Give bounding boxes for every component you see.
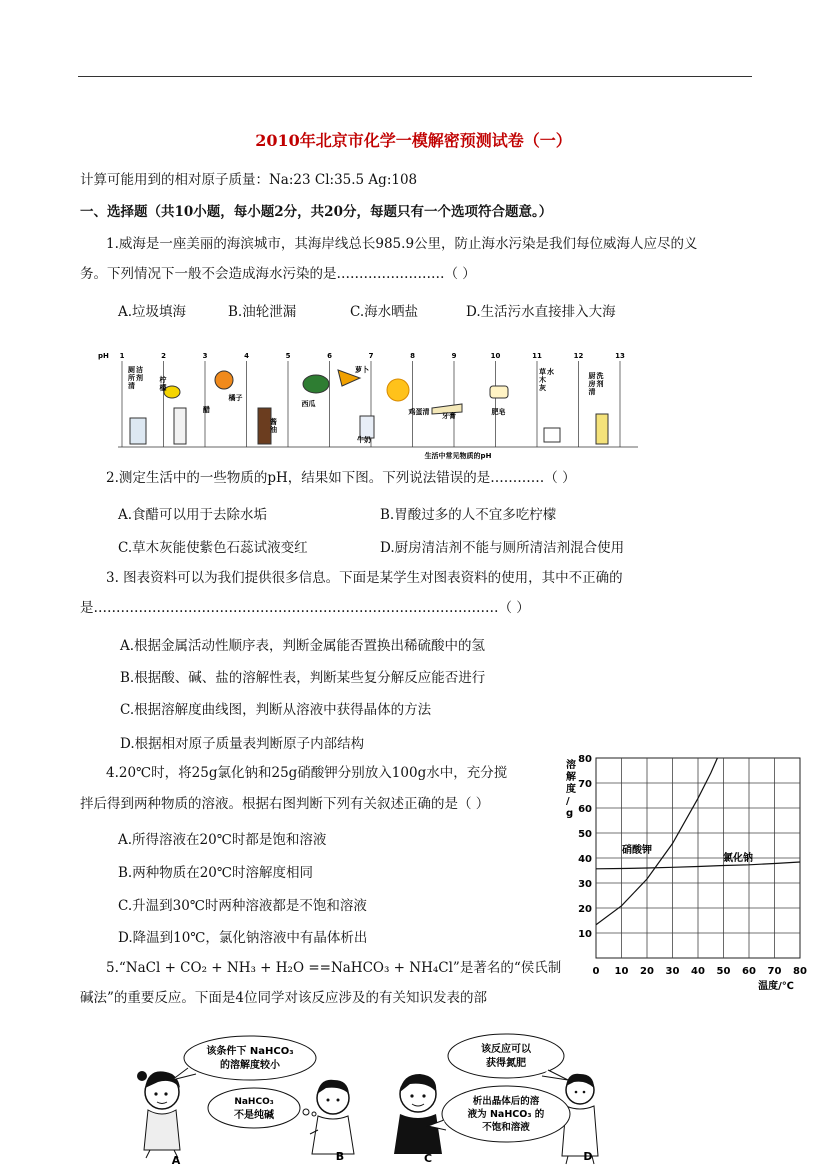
ph-item-label: 柠檬: [159, 376, 167, 392]
q2-stem: 2.测定生活中的一些物质的pH，结果如下图。下列说法错误的是…………（ ）: [106, 470, 576, 486]
q1-option-c: C.海水晒盐: [350, 304, 419, 320]
series-label-kno3: 硝酸钾: [622, 845, 652, 856]
x-tick-label: 60: [742, 966, 756, 977]
bubble-c-line2: 获得氮肥: [486, 1058, 526, 1069]
x-tick-label: 70: [767, 966, 782, 977]
y-tick-label: 60: [578, 804, 592, 815]
ph-items: [127, 365, 608, 444]
ph-item-label: 厨房清洗剂: [588, 372, 604, 396]
q3-line2: 是………………………………………………………………………………（ ）: [80, 600, 530, 616]
bubble-b-line2: 不是纯碱: [234, 1110, 274, 1121]
bubble-b-shape: [208, 1088, 300, 1128]
q4-option-d: D.降温到10℃，氯化钠溶液中有晶体析出: [118, 930, 368, 946]
ph-tick-label: 9: [451, 352, 457, 360]
ph-item-picture: [174, 408, 186, 444]
y-tick-label: 20: [578, 904, 592, 915]
x-tick-label: 0: [592, 966, 600, 977]
y-axis-label-text: 溶解度/ g: [566, 760, 576, 819]
x-tick-label: 40: [691, 966, 705, 977]
series-label-nacl: 氯化钠: [723, 853, 753, 864]
q3-option-d: D.根据相对原子质量表判断原子内部结构: [120, 736, 365, 752]
ph-item-picture: [360, 416, 374, 438]
x-tick-label: 10: [614, 966, 629, 977]
ph-item-label: 萝卜: [355, 366, 369, 374]
bubble-c-line1: 该反应可以: [481, 1044, 531, 1055]
student-a-figure: [137, 1071, 180, 1158]
ph-tick-label: 3: [202, 352, 208, 360]
x-tick-label: 20: [640, 966, 654, 977]
header-rule: [78, 76, 752, 77]
ph-item-picture: [596, 414, 608, 444]
ph-item-picture: [303, 375, 329, 393]
ph-item-label: 牛奶: [357, 436, 371, 444]
y-tick-label: 30: [578, 879, 592, 890]
q3-option-a: A.根据金属活动性顺序表，判断金属能否置换出稀硫酸中的氢: [120, 638, 486, 654]
ph-tick-label: 7: [368, 352, 374, 360]
label-a: A: [171, 1154, 181, 1167]
ph-item-label: 酱油: [270, 418, 277, 434]
q3-option-c: C.根据溶解度曲线图，判断从溶液中获得晶体的方法: [120, 702, 432, 718]
ph-tick-label: 6: [327, 352, 332, 360]
ph-axis-label: pH: [98, 352, 109, 360]
ph-item-label: 肥皂: [491, 408, 506, 416]
y-tick-label: 10: [578, 929, 592, 940]
ph-item-label: 西瓜: [301, 400, 316, 408]
ph-item-label: 牙膏: [442, 412, 456, 420]
bubble-a-line1: 该条件下 NaHCO₃: [206, 1046, 294, 1057]
q4-line1: 4.20℃时，将25g氯化钠和25g硝酸钾分别放入100g水中，充分搅: [106, 765, 508, 781]
ph-item-label: 草木灰水: [539, 368, 554, 392]
bubble-a-shape: [184, 1036, 316, 1080]
ph-item-label: 醋: [203, 406, 210, 414]
x-axis-label: 温度/℃: [758, 981, 794, 992]
label-d: D: [583, 1150, 593, 1163]
ph-tick-label: 13: [615, 352, 625, 360]
y-axis-label: [566, 758, 577, 819]
q4-line2: 拌后得到两种物质的溶液。根据右图判断下列有关叙述正确的是（ ）: [80, 796, 490, 812]
ph-item-picture: [544, 428, 560, 442]
ph-item-picture: [387, 379, 409, 401]
ph-tick-label: 5: [285, 352, 291, 360]
q4-option-b: B.两种物质在20℃时溶解度相同: [118, 865, 313, 881]
student-b-figure: [310, 1080, 354, 1154]
ph-item-label: 橘子: [228, 394, 243, 402]
label-b: B: [335, 1150, 345, 1163]
ph-item-picture: [215, 371, 233, 389]
page-title: 2010年北京市化学一模解密预测试卷（一）: [255, 131, 572, 150]
q4-option-c: C.升温到30℃时两种溶液都是不饱和溶液: [118, 898, 367, 914]
section-heading: 一、选择题（共10小题，每小题2分，共20分，每题只有一个选项符合题意。）: [80, 204, 553, 220]
atomic-mass-line: 计算可能用到的相对原子质量：Na:23 Cl:35.5 Ag:108: [80, 172, 418, 188]
y-tick-label: 50: [578, 829, 592, 840]
ph-item-picture: [490, 386, 508, 398]
ph-tick-label: 10: [490, 352, 501, 360]
ph-item-picture: [130, 418, 146, 444]
y-tick-label: 80: [578, 754, 592, 765]
bubble-b-line1: NaHCO₃: [234, 1097, 274, 1107]
ph-tick-label: 12: [573, 352, 584, 360]
x-tick-label: 50: [716, 966, 731, 977]
q2-option-a: A.食醋可以用于去除水垢: [118, 507, 268, 523]
ph-caption: 生活中常见物质的pH: [424, 452, 492, 460]
y-tick-label: 70: [578, 779, 592, 790]
q1-option-a: A.垃圾填海: [118, 304, 187, 320]
ph-tick-label: 2: [161, 352, 166, 360]
bubble-d-line3: 不饱和溶液: [482, 1122, 530, 1133]
x-tick-labels: [593, 966, 807, 977]
q2-option-c: C.草木灰能使紫色石蕊试液变红: [118, 540, 308, 556]
q1-line2: 务。下列情况下一般不会造成海水污染的是……………………（ ）: [80, 266, 476, 282]
y-tick-label: 40: [578, 854, 592, 865]
label-c: C: [423, 1152, 433, 1165]
q5-line2: 碱法”的重要反应。下面是4位同学对该反应涉及的有关知识发表的部: [80, 990, 487, 1006]
ph-figure: [98, 350, 643, 462]
bubble-a-line2: 的溶解度较小: [220, 1060, 280, 1071]
ph-tick-label: 4: [244, 352, 249, 360]
q3-line1: 3. 图表资料可以为我们提供很多信息。下面是某学生对图表资料的使用，其中不正确的: [106, 570, 623, 586]
ph-tick-label: 8: [410, 352, 415, 360]
student-c-figure: [394, 1074, 442, 1154]
student-cartoon: [128, 1030, 628, 1170]
q5-line1: 5.“NaCl + CO₂ + NH₃ + H₂O ==NaHCO₃ + NH₄Cl”是著名的“侯氏制: [106, 960, 562, 976]
bubble-d-line2: 液为 NaHCO₃ 的: [467, 1109, 545, 1120]
q1-option-d: D.生活污水直接排入大海: [466, 304, 616, 320]
q4-option-a: A.所得溶液在20℃时都是饱和溶液: [118, 832, 327, 848]
q3-option-b: B.根据酸、碱、盐的溶解性表，判断某些复分解反应能否进行: [120, 670, 486, 686]
bubble-d-line1: 析出晶体后的溶: [472, 1096, 540, 1107]
q1-option-b: B.油轮泄漏: [228, 304, 297, 320]
x-tick-label: 80: [793, 966, 807, 977]
ph-tick-label: 1: [119, 352, 125, 360]
q2-option-b: B.胃酸过多的人不宜多吃柠檬: [380, 507, 557, 523]
q2-option-d: D.厨房清洁剂不能与厕所清洁剂混合使用: [380, 540, 625, 556]
ph-tick-label: 11: [532, 352, 542, 360]
solubility-chart: [560, 748, 812, 996]
q1-line1: 1.威海是一座美丽的海滨城市，其海岸线总长985.9公里，防止海水污染是我们每位威海人应尽的义: [106, 236, 698, 252]
ph-item-label: 厕所清洁剂: [128, 366, 143, 390]
x-tick-label: 30: [665, 966, 680, 977]
y-tick-labels: [578, 754, 592, 940]
chart-grid: [596, 758, 800, 958]
ph-item-label: 鸡蛋清: [408, 408, 430, 416]
